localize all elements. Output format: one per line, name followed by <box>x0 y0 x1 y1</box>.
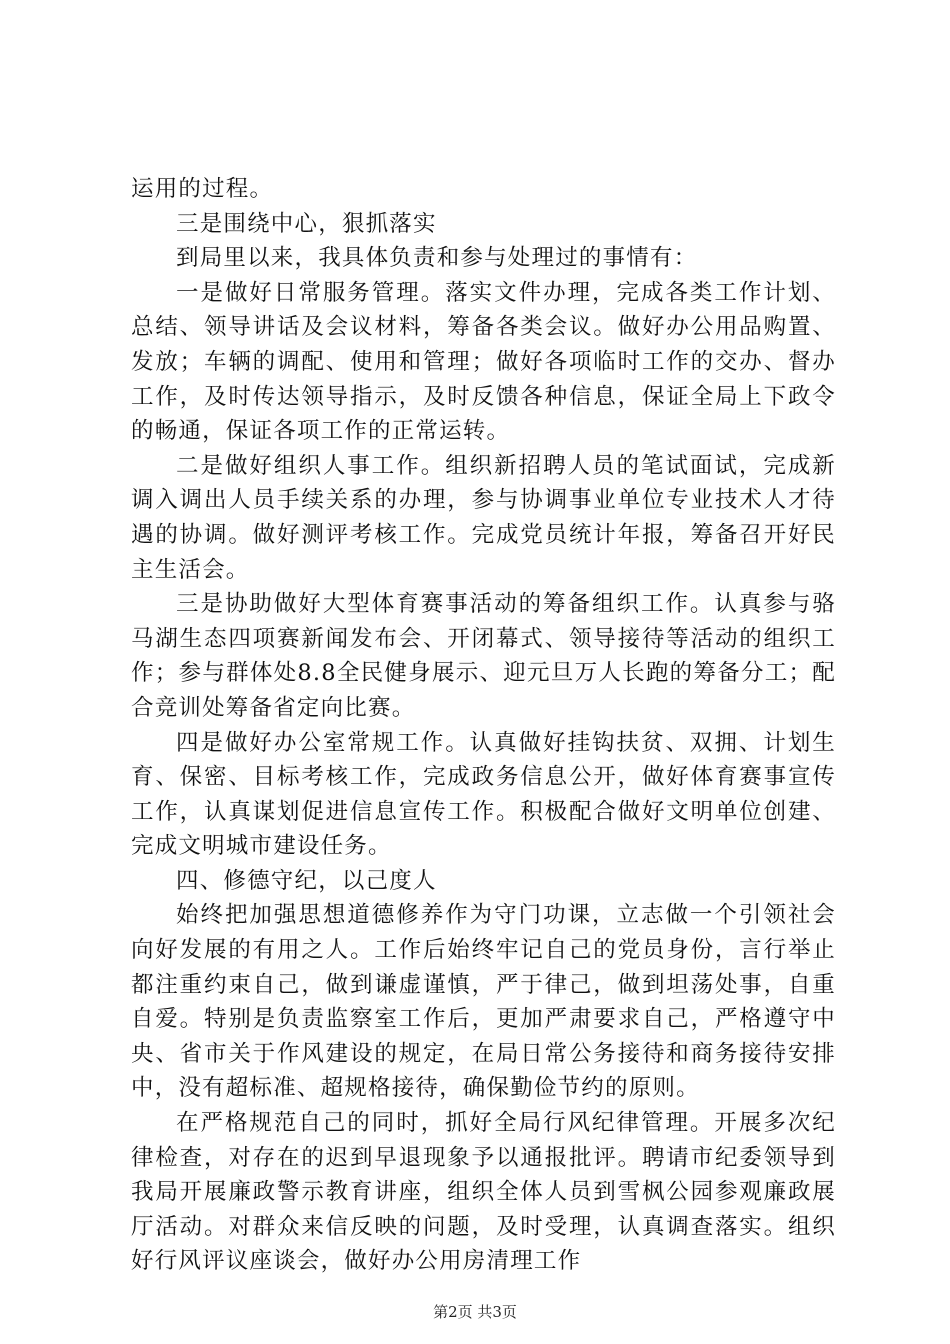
paragraph: 到局里以来，我具体负责和参与处理过的事情有： <box>176 245 698 272</box>
paragraph: 在严格规范自己的同时，抓好全局行风纪律管理。开展多次纪律检查，对存在的迟到早退现象予以通报批评。聘请市纪委领导到我局开展廉政警示教育讲座，组织全体人员到雪枫公园参观廉政展厅活动。对群众来信反映的问题，及时受理，认真调查落实。组织好行风评议座谈会，做好办公用房清理工作 <box>131 1110 836 1275</box>
paragraph: 一是做好日常服务管理。落实文件办理，完成各类工作计划、总结、领导讲话及会议材料，筹备各类会议。做好办公用品购置、发放；车辆的调配、使用和管理；做好各项临时工作的交办、督办工作，及时传达领导指示，及时反馈各种信息，保证全局上下政令的畅通，保证各项工作的正常运转。 <box>131 279 836 445</box>
paragraph: 始终把加强思想道德修养作为守门功课，立志做一个引领社会向好发展的有用之人。工作后始终牢记自己的党员身份，言行举止都注重约束自己，做到谦虚谨慎，严于律己，做到坦荡处事，自重自爱。特别是负责监察室工作后，更加严肃要求自己，严格遵守中央、省市关于作风建设的规定，在局日常公务接待和商务接待安排中，没有超标准、超规格接待，确保勤俭节约的原则。 <box>131 902 836 1102</box>
paragraph: 二是做好组织人事工作。组织新招聘人员的笔试面试，完成新调入调出人员手续关系的办理，参与协调事业单位专业技术人才待遇的协调。做好测评考核工作。完成党员统计年报，筹备召开好民主生活会。 <box>131 452 836 583</box>
page-number-footer: 第2页 共3页 <box>433 1303 517 1321</box>
paragraph: 三是协助做好大型体育赛事活动的筹备组织工作。认真参与骆马湖生态四项赛新闻发布会、开闭幕式、领导接待等活动的组织工作；参与群体处8.8全民健身展示、迎元旦万人长跑的筹备分工；配合竞训处筹备省定向比赛。 <box>131 591 836 721</box>
document-body <box>131 172 836 1279</box>
paragraph: 四是做好办公室常规工作。认真做好挂钩扶贫、双拥、计划生育、保密、目标考核工作，完成政务信息公开，做好体育赛事宣传工作，认真谋划促进信息宣传工作。积极配合做好文明单位创建、完成文明城市建设任务。 <box>131 729 836 860</box>
section-heading: 四、修德守纪，以己度人 <box>176 867 437 894</box>
paragraph: 运用的过程。 <box>131 176 274 202</box>
paragraph: 三是围绕中心，狠抓落实 <box>176 210 437 237</box>
